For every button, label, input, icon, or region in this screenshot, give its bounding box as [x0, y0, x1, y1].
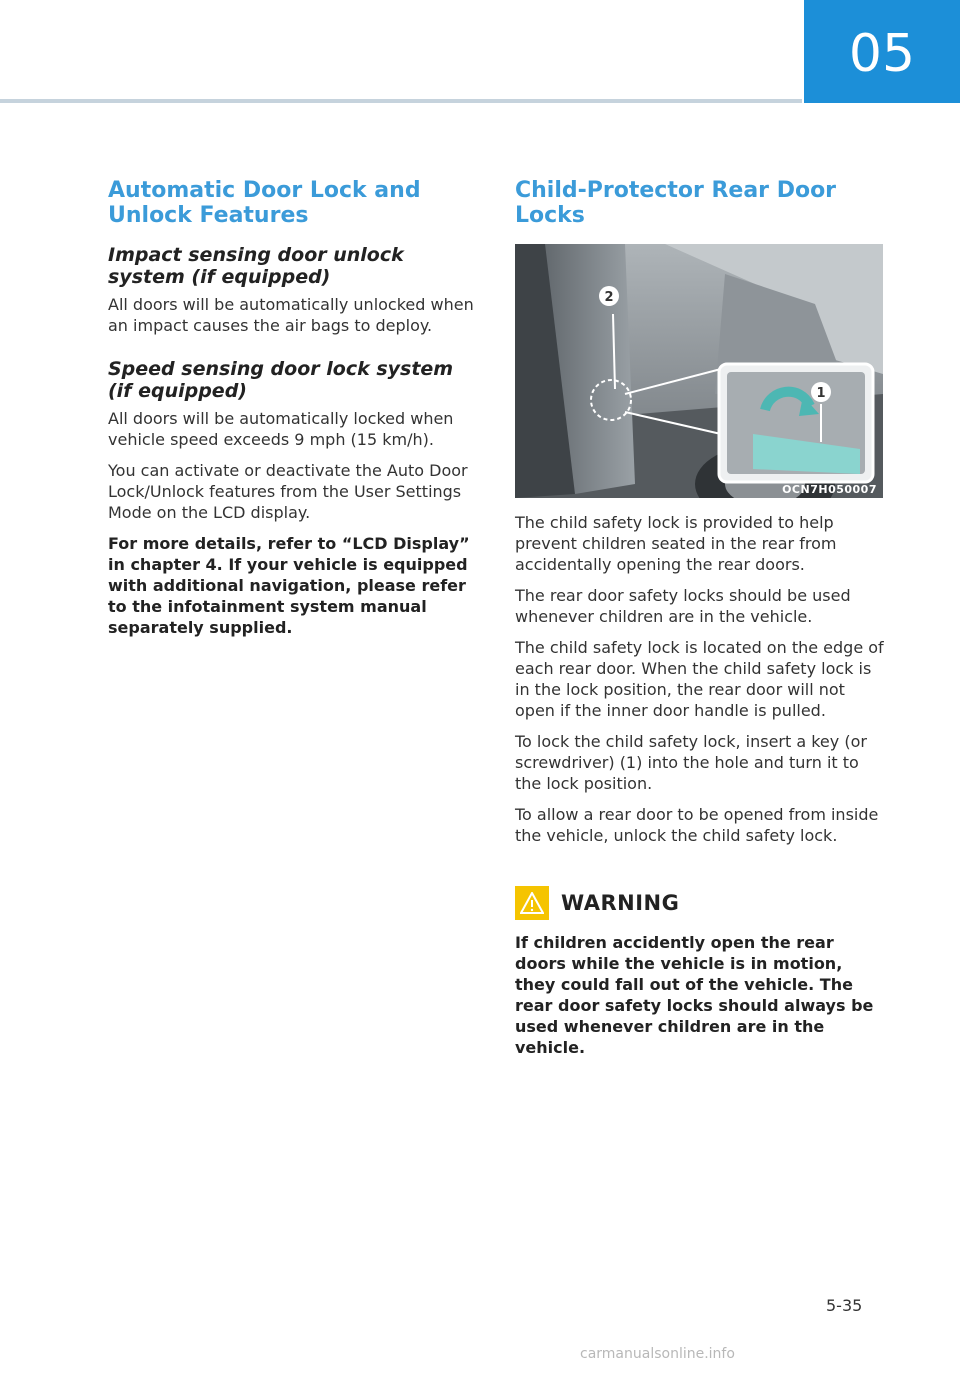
paragraph: To allow a rear door to be opened from inside the vehicle, unlock the child safety lock.	[515, 805, 879, 845]
child-lock-illustration	[515, 244, 883, 498]
paragraph: The child safety lock is provided to help prevent children seated in the rear from accidentally opening the rear doors.	[515, 513, 837, 574]
warning-title: WARNING	[561, 891, 680, 915]
paragraph: All doors will be automatically locked when vehicle speed exceeds 9 mph (15 km/h).	[108, 409, 454, 449]
section-title-child-lock: Child-Protector Rear Door Locks	[515, 178, 837, 228]
paragraph: The child safety lock is located on the edge of each rear door. When the child safety lock is in the lock position, the rear door will not open if the inner door handle is pulled.	[515, 638, 884, 720]
left-column	[108, 178, 480, 660]
callout-1: 1	[816, 386, 826, 401]
chapter-number: 05	[804, 0, 960, 103]
warning-text: If children accidently open the rear doors while the vehicle is in motion, they could fall out of the vehicle. The rear door safety locks should always be used whenever children are in the vehicle.	[515, 933, 874, 1057]
paragraph-bold-note: For more details, refer to “LCD Display” in chapter 4. If your vehicle is equipped with additional navigation, please refer to the infotainment system manual separately supplied.	[108, 534, 470, 637]
paragraph: The rear door safety locks should be used whenever children are in the vehicle.	[515, 586, 851, 626]
speed-sensing-section	[108, 358, 480, 638]
paragraph: You can activate or deactivate the Auto Door Lock/Unlock features from the User Settings Mode on the LCD display.	[108, 461, 468, 522]
callout-2: 2	[604, 290, 614, 305]
watermark: carmanualsonline.info	[580, 1346, 735, 1362]
subheading-speed-sensing: Speed sensing door lock system (if equipped)	[108, 358, 454, 402]
paragraph: To lock the child safety lock, insert a key (or screwdriver) (1) into the hole and turn it to the lock position.	[515, 732, 867, 793]
header-rule	[0, 99, 802, 103]
subheading-impact-sensing: Impact sensing door unlock system (if equipped)	[108, 244, 404, 288]
figure-code: OCN7H050007	[782, 483, 877, 496]
warning-header	[515, 886, 887, 920]
warning-icon	[515, 886, 549, 920]
section-title-auto-door-lock: Automatic Door Lock and Unlock Features	[108, 178, 421, 228]
paragraph: All doors will be automatically unlocked when an impact causes the air bags to deploy.	[108, 295, 474, 335]
impact-sensing-section	[108, 244, 480, 336]
door-illustration-graphic	[515, 244, 883, 498]
right-column	[515, 178, 887, 1068]
page-number: 5-35	[826, 1296, 863, 1315]
